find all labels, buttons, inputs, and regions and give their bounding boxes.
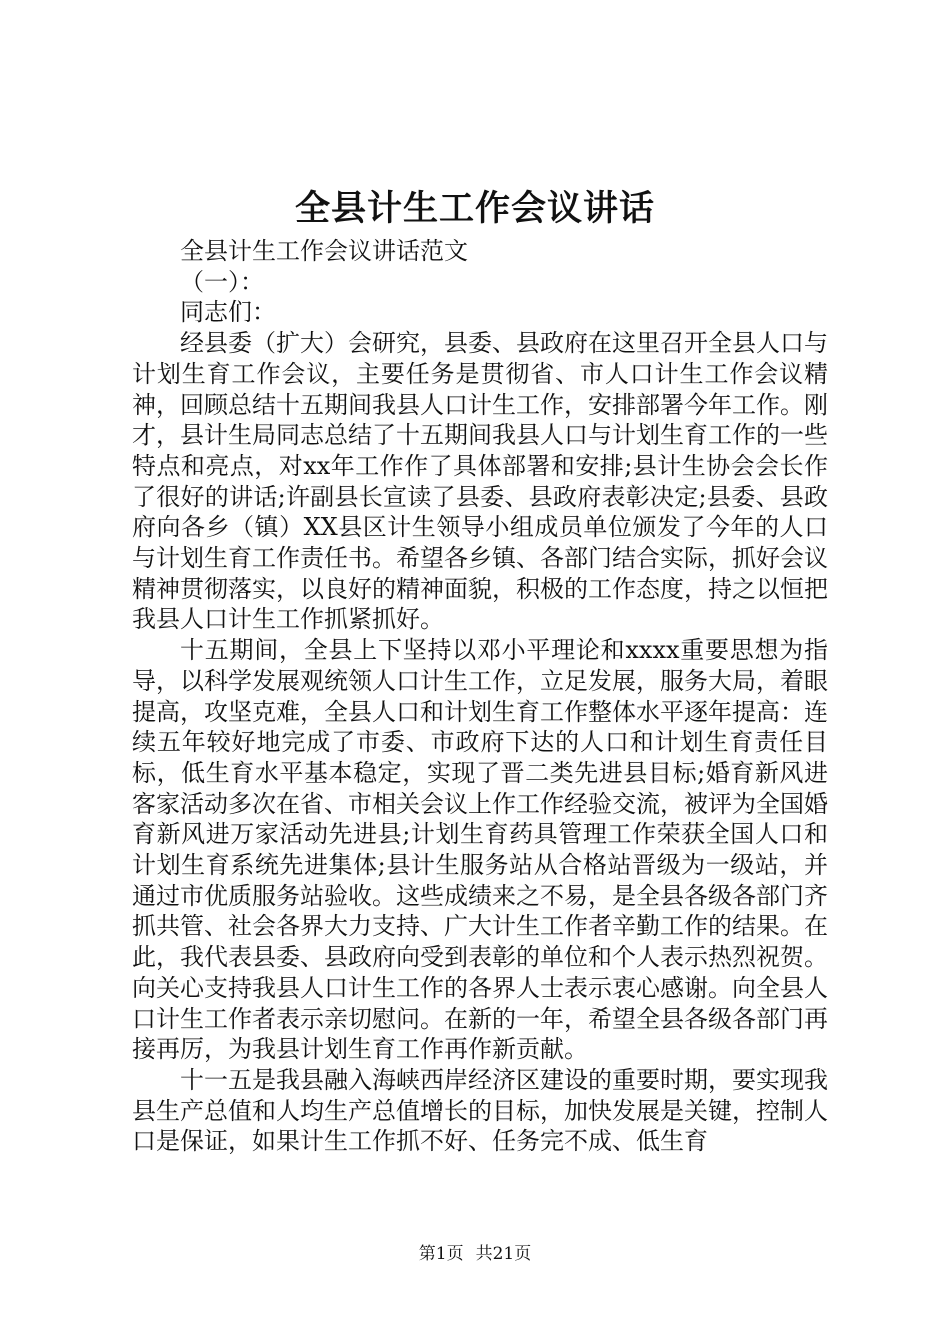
subtitle-paragraph: 全县计生工作会议讲话范文 xyxy=(180,237,468,265)
salutation-paragraph: 同志们： xyxy=(180,298,276,327)
document-body xyxy=(132,236,828,1157)
page-footer xyxy=(0,1242,950,1266)
body-paragraph: 十五期间，全县上下坚持以邓小平理论和xxxx重要思想为指导，以科学发展观统领人口计生工作，立足发展，服务大局，着眼提高，攻坚克难，全县人口和计划生育工作整体水平逐年提高：连续五年较好地完成了市委、市政府下达的人口和计划生育责任目标，低生育水平基本稳定，实现了晋二类先进县目标;婚育新风进客家活动多次在省、市相关会议上作工作经验交流，被评为全国婚育新风进万家活动先进县;计划生育药具管理工作荣获全国人口和计划生育系统先进集体;县计生服务站从合格站晋级为一级站，并通过市优质服务站验收。这些成绩来之不易，是全县各级各部门齐抓共管、社会各界大力支持、广大计生工作者辛勤工作的结果。在此，我代表县委、县政府向受到表彰的单位和个人表示热烈祝贺。向关心支持我县人口计生工作的各界人士表示衷心感谢。向全县人口计生工作者表示亲切慰问。在新的一年，希望全县各级各部门再接再厉，为我县计划生育工作再作新贡献。 xyxy=(132,636,828,1064)
page-number-current: 第1页 xyxy=(418,1244,464,1264)
page-number-total: 共21页 xyxy=(475,1244,532,1264)
body-paragraph: 十一五是我县融入海峡西岸经济区建设的重要时期，要实现我县生产总值和人均生产总值增长的目标，加快发展是关键，控制人口是保证，如果计生工作抓不好、任务完不成、低生育 xyxy=(132,1065,828,1156)
section-number-paragraph: （一）： xyxy=(180,267,264,296)
document-title: 全县计生工作会议讲话 xyxy=(294,188,655,229)
body-paragraph: 经县委（扩大）会研究，县委、县政府在这里召开全县人口与计划生育工作会议，主要任务是贯彻省、市人口计生工作会议精神，回顾总结十五期间我县人口计生工作，安排部署今年工作。刚才，县计生局同志总结了十五期间我县人口与计划生育工作的一些特点和亮点，对xx年工作作了具体部署和安排;县计生协会会长作了很好的讲话;许副县长宣读了县委、县政府表彰决定;县委、县政府向各乡（镇）XX县区计生领导小组成员单位颁发了今年的人口与计划生育工作责任书。希望各乡镇、各部门结合实际，抓好会议精神贯彻落实，以良好的精神面貌，积极的工作态度，持之以恒把我县人口计生工作抓紧抓好。 xyxy=(132,329,828,634)
